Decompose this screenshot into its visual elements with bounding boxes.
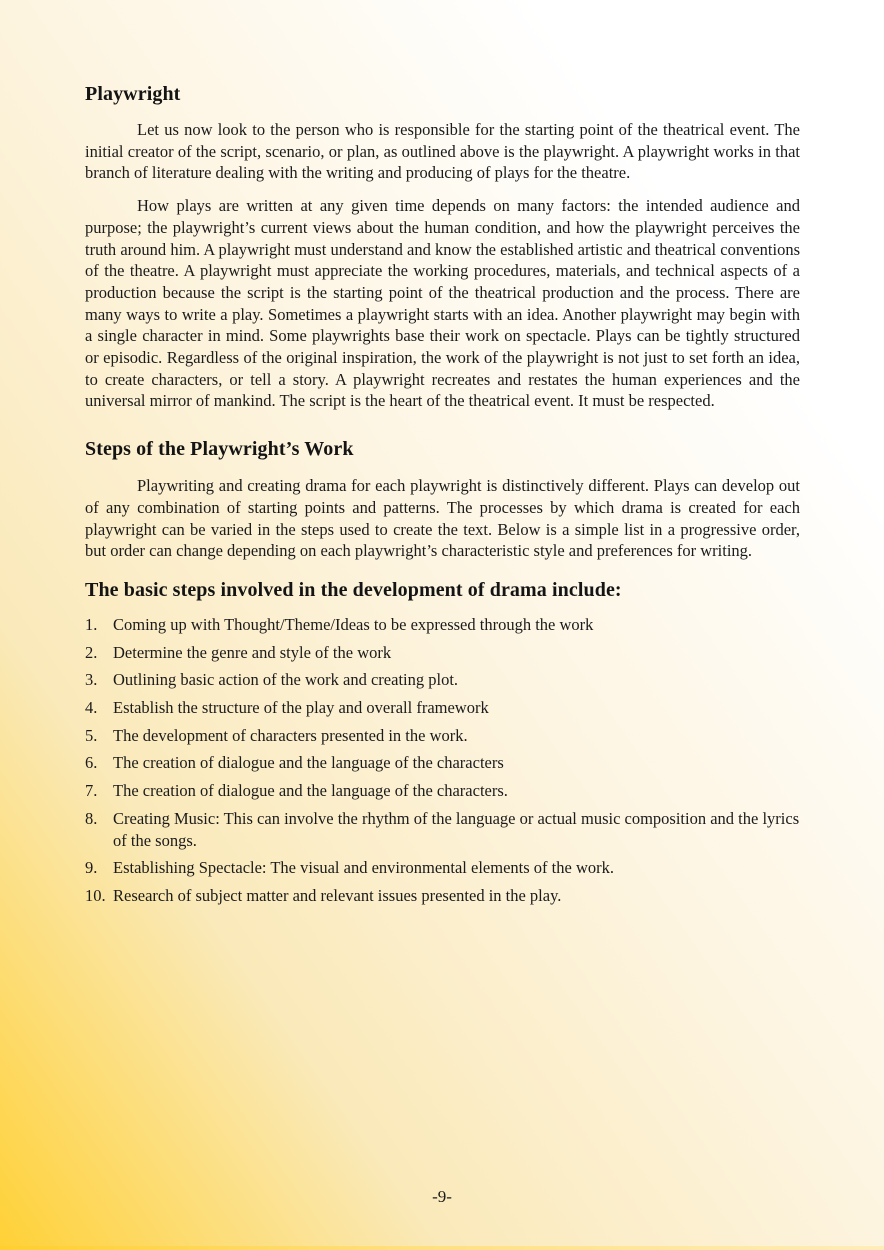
list-item-number: 4. bbox=[85, 698, 98, 718]
list-item-number: 2. bbox=[85, 642, 98, 662]
list-item bbox=[85, 614, 800, 636]
list-item-text: Determine the genre and style of the work bbox=[113, 642, 392, 662]
paragraph-playwriting: Playwriting and creating drama for each playwright is distinctively different. Plays can develop out of any combination of starting points and patterns. The processes by which drama is created for each playwright can be varied in the steps used to create the text. Below is a simple list in a progressive order, but order can change depending on each playwright’s characteristic style and preferences for writing. bbox=[85, 476, 800, 561]
list-item-text: Creating Music: This can involve the rhythm of the language or actual music composition and the lyrics of the songs. bbox=[113, 808, 800, 850]
list-item-number: 6. bbox=[85, 753, 98, 773]
list-item bbox=[85, 857, 800, 879]
list-item bbox=[85, 725, 800, 747]
list-item-number: 1. bbox=[85, 614, 98, 634]
section-heading-playwright: Playwright bbox=[85, 83, 181, 105]
steps-list bbox=[85, 614, 800, 907]
list-item bbox=[85, 885, 800, 907]
list-item bbox=[85, 642, 800, 664]
paragraph-intro: Let us now look to the person who is responsible for the starting point of the theatrical event. The initial creator of the script, scenario, or plan, as outlined above is the playwright. A playwright works in that branch of literature dealing with the writing and producing of plays for the theatre. bbox=[85, 120, 800, 183]
document-content bbox=[85, 84, 800, 913]
list-item-number: 7. bbox=[85, 781, 98, 801]
list-item bbox=[85, 697, 800, 719]
list-item-number: 8. bbox=[85, 808, 98, 828]
paragraph-how-plays-written: How plays are written at any given time depends on many factors: the intended audience and purpose; the playwright’s current views about the human condition, and how the playwright perceives the truth around him. A playwright must understand and know the established artistic and theatrical conventions of the theatre. A playwright must appreciate the working procedures, materials, and technical aspects of a production because the script is the starting point of the theatrical production and the process. There are many ways to write a play. Sometimes a playwright starts with an idea. Another playwright may begin with a single character in mind. Some playwrights base their work on spectacle. Plays can be tightly structured or episodic. Regardless of the original inspiration, the work of the playwright is not just to set forth an idea, to create characters, or tell a story. A playwright recreates and restates the human experiences and the universal mirror of mankind. The script is the heart of the theatrical event. It must be respected. bbox=[85, 196, 800, 411]
list-item-text: The creation of dialogue and the language of the characters bbox=[113, 753, 504, 773]
page-number: -9- bbox=[432, 1187, 452, 1206]
list-item-text: Research of subject matter and relevant issues presented in the play. bbox=[113, 885, 562, 905]
list-item-text: Outlining basic action of the work and creating plot. bbox=[113, 670, 459, 690]
list-item bbox=[85, 780, 800, 802]
list-item bbox=[85, 669, 800, 691]
list-item-text: The development of characters presented in the work. bbox=[113, 725, 468, 745]
list-item-text: The creation of dialogue and the language of the characters. bbox=[113, 781, 508, 801]
section-heading-steps-of-work: Steps of the Playwright’s Work bbox=[85, 438, 354, 461]
list-item bbox=[85, 752, 800, 774]
list-item-text: Coming up with Thought/Theme/Ideas to be expressed through the work bbox=[113, 614, 594, 634]
list-item-number: 5. bbox=[85, 725, 98, 745]
section-heading-basic-steps: The basic steps involved in the development of drama include: bbox=[85, 578, 622, 601]
list-item-text: Establishing Spectacle: The visual and environmental elements of the work. bbox=[113, 858, 614, 878]
page-bottom-edge bbox=[0, 1246, 884, 1250]
list-item-number: 3. bbox=[85, 670, 98, 690]
list-item-text: Establish the structure of the play and overall framework bbox=[113, 698, 489, 718]
list-item-number: 10. bbox=[85, 885, 106, 905]
list-item bbox=[85, 808, 800, 851]
list-item-number: 9. bbox=[85, 858, 98, 878]
